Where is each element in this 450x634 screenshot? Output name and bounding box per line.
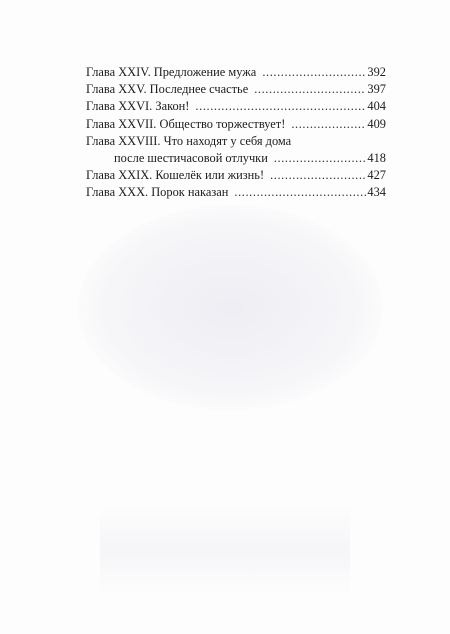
toc-entry-page: 392 [367, 65, 386, 79]
toc-entry-chapter-26 [86, 98, 386, 115]
cover-bleed-through [78, 205, 383, 410]
toc-entry-page: 434 [367, 185, 386, 200]
toc-entry-page: 397 [367, 82, 386, 97]
toc-entry-title: Глава XXVIII. Что находят у себя дома [86, 133, 292, 148]
toc-entry-chapter-25 [86, 81, 386, 98]
toc-entry-title: Глава XXV. Последнее счастье [86, 82, 249, 97]
toc-entry-page: 404 [367, 99, 386, 114]
toc-entry-page: 427 [367, 168, 386, 183]
toc-entry-chapter-30 [86, 184, 386, 201]
toc-dot-leader [195, 98, 366, 115]
toc-dot-leader [254, 81, 366, 98]
toc-entry-title: Глава XXVII. Общество торжествует! [86, 116, 286, 131]
table-of-contents [86, 64, 386, 202]
cover-bleed-through-band [100, 505, 350, 595]
toc-entry-page: 409 [367, 116, 386, 131]
toc-entry-title: Глава XXIX. Кошелёк или жизнь! [86, 168, 265, 183]
toc-entry-chapter-24 [86, 64, 386, 81]
toc-entry-title: Глава XXIV. Предложение мужа [86, 65, 257, 79]
toc-entry-chapter-28-continuation [86, 150, 386, 167]
toc-dot-leader [234, 184, 366, 201]
toc-entry-title: Глава XXVI. Закон! [86, 99, 190, 114]
toc-entry-title: Глава XXX. Порок наказан [86, 185, 229, 200]
toc-dot-leader [262, 64, 366, 81]
toc-dot-leader [274, 150, 367, 167]
toc-entry-title-continuation: после шестичасовой отлучки [114, 151, 268, 166]
toc-entry-chapter-28-title [86, 133, 386, 150]
toc-dot-leader [270, 167, 366, 184]
toc-entry-chapter-27 [86, 116, 386, 133]
toc-dot-leader [291, 116, 366, 133]
toc-entry-chapter-29 [86, 167, 386, 184]
toc-entry-page: 418 [367, 151, 386, 166]
